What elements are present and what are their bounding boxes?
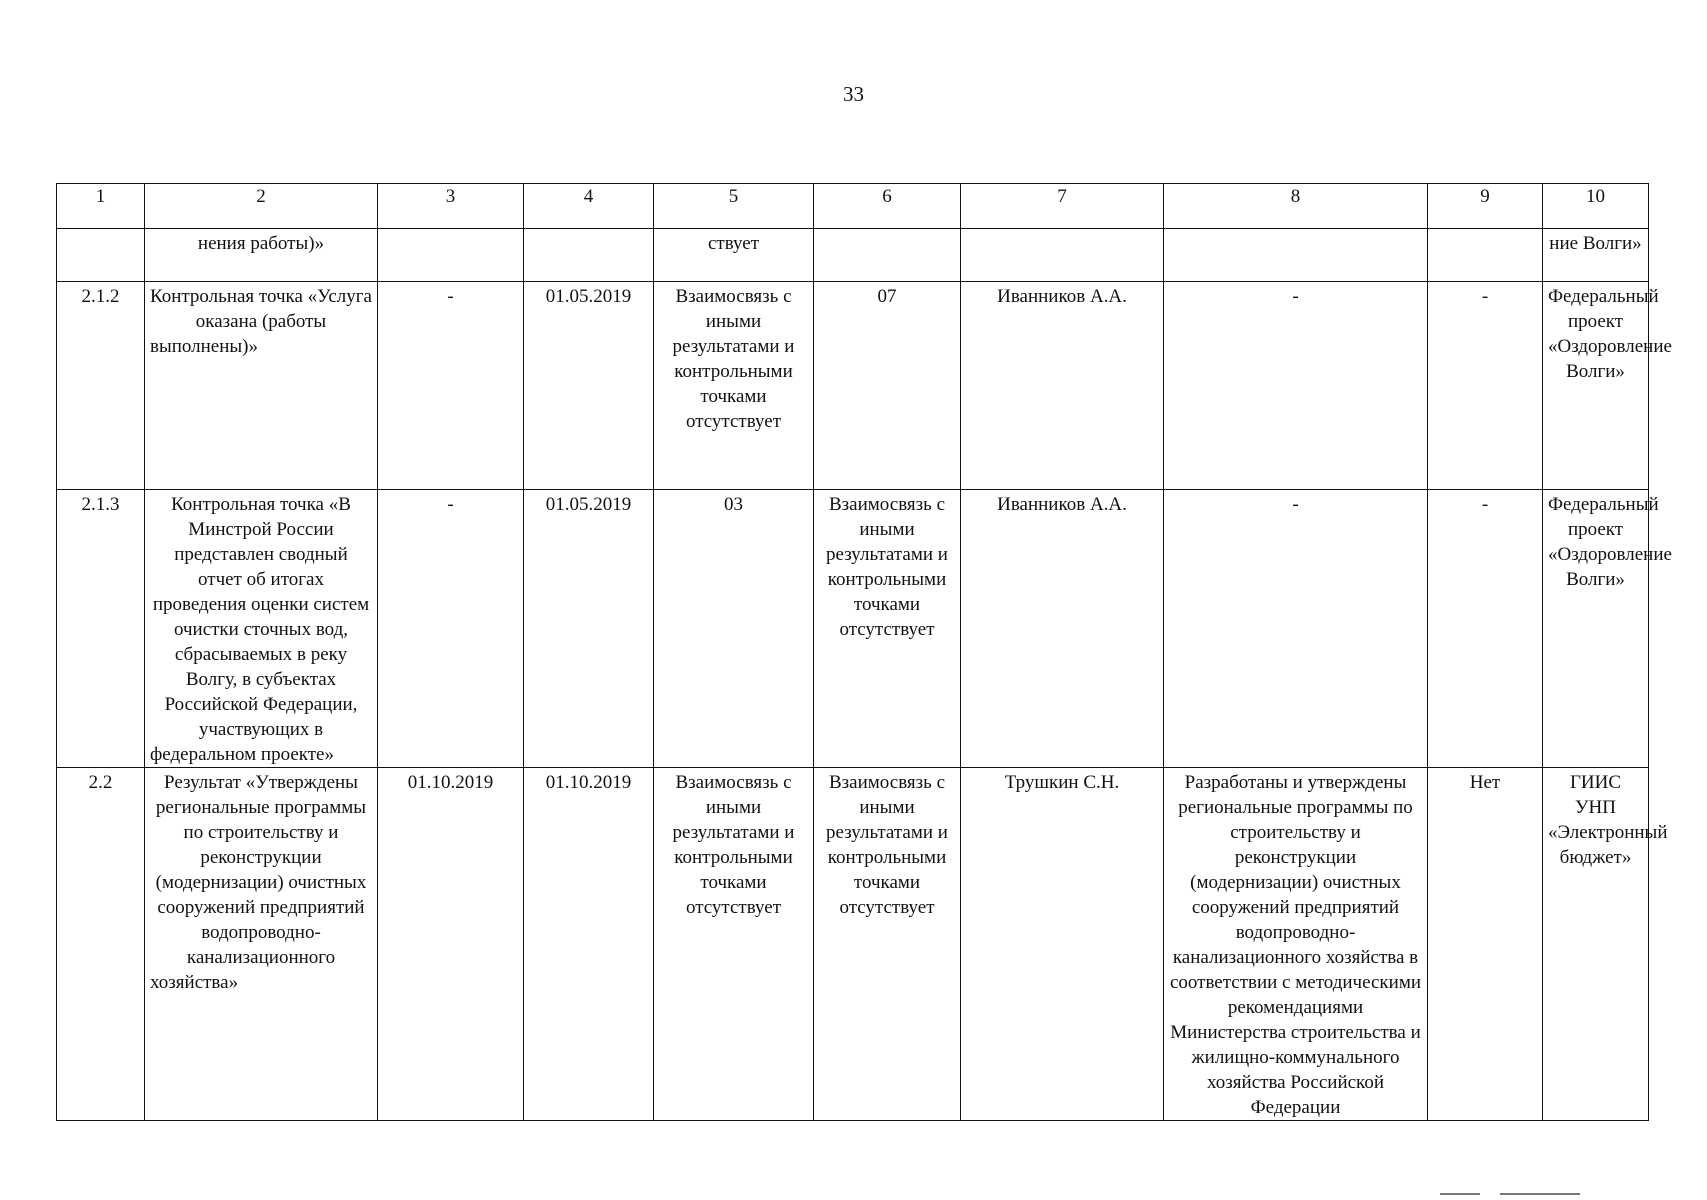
table-cell: [1164, 229, 1428, 282]
column-number-row: [57, 184, 1649, 229]
table-cell: [524, 229, 654, 282]
column-number: 10: [1543, 184, 1649, 229]
row-name: Результат «Утверждены региональные программы по строительству и реконструкции (модернизации) очистных сооружений предприятий водопроводно-канализационного хозяйства»: [145, 768, 378, 1121]
table-cell: Федеральный проект «Оздоровление Волги»: [1543, 490, 1649, 768]
table-cell: Взаимосвязь с иными результатами и контрольными точками отсутствует: [654, 282, 814, 490]
table-cell: ние Волги»: [1543, 229, 1649, 282]
table-cell: Трушкин С.Н.: [961, 768, 1164, 1121]
table-cell: Иванников А.А.: [961, 490, 1164, 768]
table-cell: 03: [654, 490, 814, 768]
column-number: 1: [57, 184, 145, 229]
table-cell: Федеральный проект «Оздоровление Волги»: [1543, 282, 1649, 490]
table-cell: 01.10.2019: [524, 768, 654, 1121]
table-cell: 01.05.2019: [524, 282, 654, 490]
page-number: 33: [843, 82, 864, 106]
table-cell: -: [1164, 282, 1428, 490]
table-cell: -: [1164, 490, 1428, 768]
column-number: 3: [378, 184, 524, 229]
table-cell: Иванников А.А.: [961, 282, 1164, 490]
continuation-row: [57, 229, 1649, 282]
table-cell: Нет: [1428, 768, 1543, 1121]
row-name: Контрольная точка «В Минстрой России представлен сводный отчет об итогах проведения оценки систем очистки сточных вод, сбрасываемых в реку Волгу, в субъектах Российской Федерации, участвующих в федеральном проекте»: [145, 490, 378, 768]
table-cell: ствует: [654, 229, 814, 282]
row-number: 2.1.2: [57, 282, 145, 490]
row-name: Контрольная точка «Услуга оказана (работы выполнены)»: [145, 282, 378, 490]
table-cell: 01.05.2019: [524, 490, 654, 768]
table-row: [57, 490, 1649, 768]
table-cell: -: [378, 282, 524, 490]
column-number: 5: [654, 184, 814, 229]
data-table: [56, 183, 1672, 1121]
table-cell: -: [1428, 490, 1543, 768]
table-cell: нения работы)»: [145, 229, 378, 282]
table-cell: [961, 229, 1164, 282]
table-cell: Взаимосвязь с иными результатами и контрольными точками отсутствует: [654, 768, 814, 1121]
row-number: 2.1.3: [57, 490, 145, 768]
table-cell: [57, 229, 145, 282]
row-number: 2.2: [57, 768, 145, 1121]
column-number: 2: [145, 184, 378, 229]
table-row: [57, 282, 1649, 490]
column-number: 4: [524, 184, 654, 229]
table-cell: -: [378, 490, 524, 768]
scan-artifact: [1440, 1193, 1480, 1195]
table-cell: Взаимосвязь с иными результатами и контрольными точками отсутствует: [814, 768, 961, 1121]
table-cell: 01.10.2019: [378, 768, 524, 1121]
table-cell: Разработаны и утверждены региональные программы по строительству и реконструкции (модернизации) очистных сооружений предприятий водопроводно-канализационного хозяйства в соответствии с методическими рекомендациями Министерства строительства и жилищно-коммунального хозяйства Российской Федерации: [1164, 768, 1428, 1121]
scan-artifact: [1500, 1193, 1580, 1195]
table-cell: ГИИС УНП «Электронный бюджет»: [1543, 768, 1649, 1121]
column-number: 8: [1164, 184, 1428, 229]
table-cell: [1428, 229, 1543, 282]
table-cell: [378, 229, 524, 282]
column-number: 9: [1428, 184, 1543, 229]
column-number: 7: [961, 184, 1164, 229]
table-cell: 07: [814, 282, 961, 490]
table-cell: Взаимосвязь с иными результатами и контрольными точками отсутствует: [814, 490, 961, 768]
table-row: [57, 768, 1649, 1121]
table-cell: [814, 229, 961, 282]
table-cell: -: [1428, 282, 1543, 490]
column-number: 6: [814, 184, 961, 229]
